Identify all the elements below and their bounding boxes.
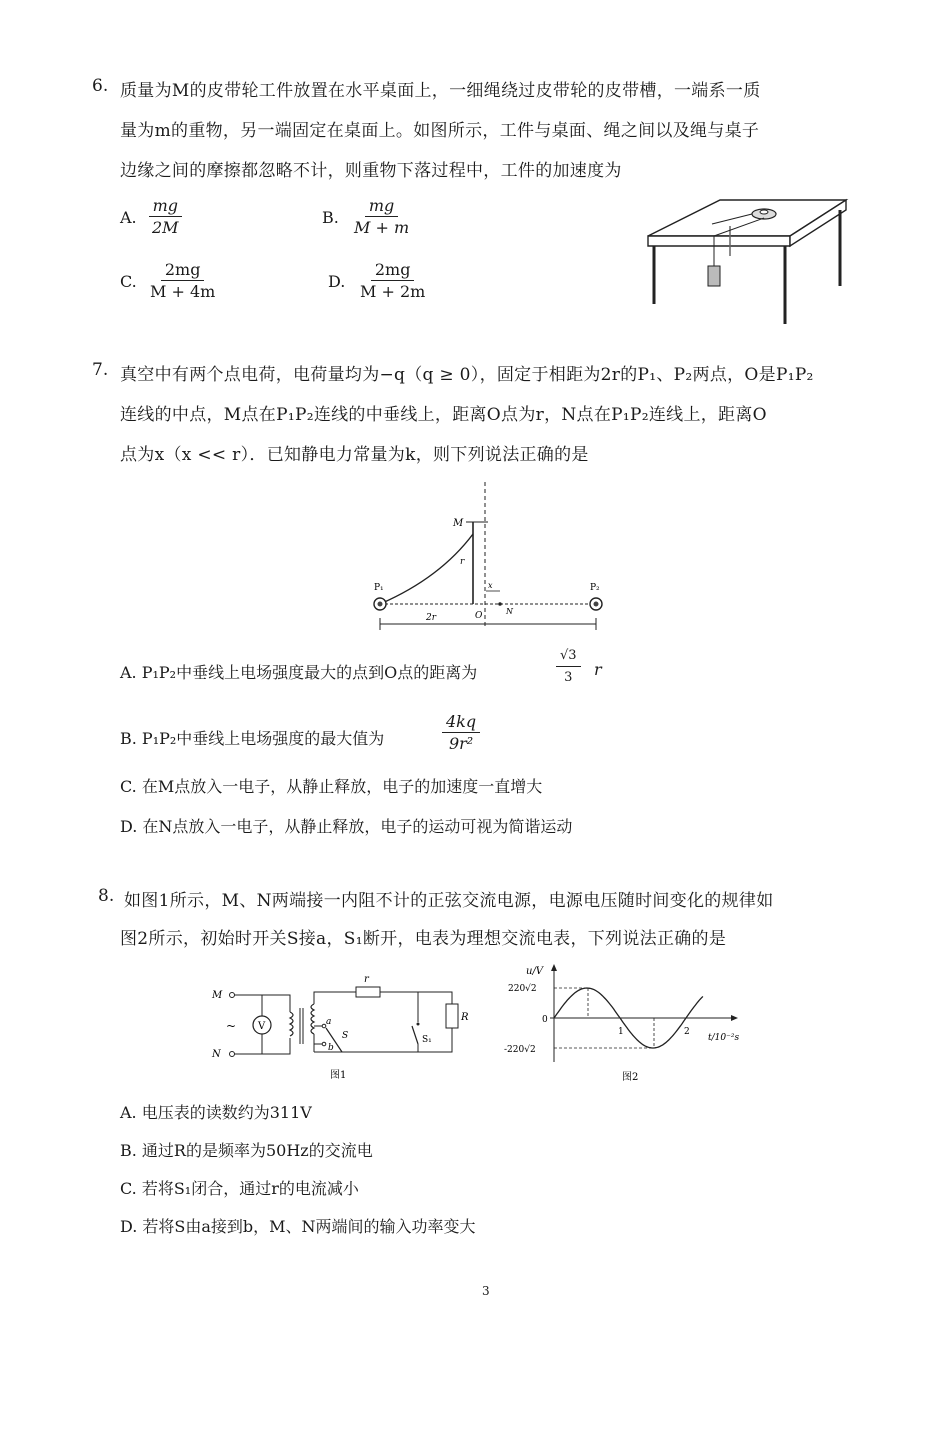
q7-line-1: 真空中有两个点电荷，电荷量均为−q（q ≥ 0），固定于相距为2r的P₁、P₂两点，O是P₁P₂	[120, 365, 814, 385]
q6-number: 6.	[92, 76, 109, 96]
q8-option-c: C. 若将S₁闭合，通过r的电流减小	[120, 1179, 359, 1198]
hanging-weight	[708, 266, 720, 286]
table-front-edge	[648, 236, 790, 246]
x-tick-1: 1	[618, 1027, 624, 1037]
q8-voltage-chart	[494, 962, 774, 1086]
label-a: a	[326, 1017, 332, 1027]
p1-m-line	[380, 534, 473, 604]
label-p2: P₂	[590, 583, 600, 593]
q7-option-a: A. P₁P₂中垂线上电场强度最大的点到O点的距离为	[120, 663, 478, 682]
y-tick-bottom: -220√2	[504, 1045, 536, 1055]
y-axis-arrow	[551, 964, 557, 971]
x-tick-2: 2	[684, 1027, 690, 1037]
q8-option-b: B. 通过R的是频率为50Hz的交流电	[120, 1141, 373, 1160]
q6-option-a-label: A.	[120, 208, 137, 227]
label-p1: P₁	[374, 583, 384, 593]
label-r: r	[364, 974, 369, 985]
fig2-caption: 图2	[622, 1072, 639, 1083]
label-s: S	[342, 1031, 349, 1041]
secondary-coil	[311, 1004, 314, 1034]
resistor-big-r	[446, 1004, 458, 1028]
point-n	[498, 602, 502, 606]
label-x: x	[488, 581, 493, 590]
voltmeter-label: V	[258, 1021, 266, 1032]
q7-line-3: 点为x（x << r）．已知静电力常量为k，则下列说法正确的是	[120, 445, 589, 465]
page-number: 3	[482, 1284, 490, 1298]
x-axis-arrow	[731, 1015, 738, 1021]
q6-option-a-fraction: $\frac{mg}{2M}$	[148, 196, 183, 239]
q7-option-a-suffix: r	[594, 660, 602, 679]
q7-line-2: 连线的中点，M点在P₁P₂连线的中垂线上，距离O点为r，N点在P₁P₂连线上，距离O	[120, 405, 767, 425]
q8-line-1: 如图1所示，M、N两端接一内阻不计的正弦交流电源，电源电压随时间变化的规律如	[124, 891, 774, 911]
q7-charges-figure	[360, 478, 620, 638]
q7-number: 7.	[92, 360, 109, 380]
ac-symbol: ~	[226, 1019, 237, 1033]
y-tick-zero: 0	[542, 1015, 548, 1025]
q8-number: 8.	[98, 886, 115, 906]
label-m: M	[453, 518, 464, 529]
label-s1: S₁	[422, 1035, 432, 1045]
q6-table-figure	[640, 196, 850, 331]
fig1-caption: 图1	[330, 1070, 347, 1081]
label-n: N	[212, 1049, 221, 1060]
label-big-r: R	[461, 1012, 469, 1023]
terminal-n	[230, 1052, 235, 1057]
primary-coil	[290, 1012, 293, 1036]
q6-option-b-fraction: $\frac{mg}{M + m}$	[354, 196, 410, 237]
x-axis-label: t/10⁻²s	[708, 1033, 740, 1043]
label-n: N	[506, 607, 513, 616]
q7-option-b-fraction: $\frac{4kq}{\text{9r²}}$	[442, 712, 480, 755]
q7-option-a-fraction: $\frac{√3}{3}$	[556, 646, 581, 689]
q6-option-c-fraction: $\frac{2mg}{M + 4m}$	[150, 260, 216, 301]
q6-line-1: 质量为M的皮带轮工件放置在水平桌面上，一细绳绕过皮带轮的皮带槽，一端系一质	[120, 81, 761, 101]
switch-s1	[412, 1026, 418, 1044]
q7-option-c: C. 在M点放入一电子，从静止释放，电子的加速度一直增大	[120, 777, 543, 796]
q8-option-d: D. 若将S由a接到b，M、N两端间的输入功率变大	[120, 1217, 476, 1236]
q8-option-a: A. 电压表的读数约为311V	[120, 1103, 312, 1122]
q7-option-b: B. P₁P₂中垂线上电场强度的最大值为	[120, 729, 385, 748]
q8-circuit-figure	[208, 968, 476, 1084]
label-b: b	[328, 1043, 334, 1053]
table-top	[648, 200, 846, 236]
q7-option-d: D. 在N点放入一电子，从静止释放，电子的运动可视为简谐运动	[120, 817, 573, 836]
label-o: O	[475, 611, 483, 621]
pulley-hub	[760, 210, 768, 214]
q6-line-2: 量为m的重物，另一端固定在桌面上。如图所示，工件与桌面、绳之间以及绳与桌子	[120, 121, 760, 141]
q6-option-d-label: D.	[328, 272, 346, 291]
q8-line-2: 图2所示，初始时开关S接a，S₁断开，电表为理想交流电表，下列说法正确的是	[120, 929, 727, 949]
resistor-r	[356, 987, 380, 997]
terminal-m	[230, 993, 235, 998]
label-m: M	[212, 990, 223, 1001]
q6-line-3: 边缘之间的摩擦都忽略不计，则重物下落过程中，工件的加速度为	[120, 161, 622, 181]
q6-option-d-fraction: $\frac{2mg}{M + 2m}$	[360, 260, 426, 301]
q6-option-c-label: C.	[120, 272, 137, 291]
tap-b	[322, 1042, 326, 1046]
y-axis-label: u/V	[526, 966, 544, 977]
label-2r: 2r	[426, 613, 437, 623]
label-r: r	[460, 557, 465, 567]
q6-option-b-label: B.	[322, 208, 339, 227]
y-tick-top: 220√2	[508, 984, 537, 994]
